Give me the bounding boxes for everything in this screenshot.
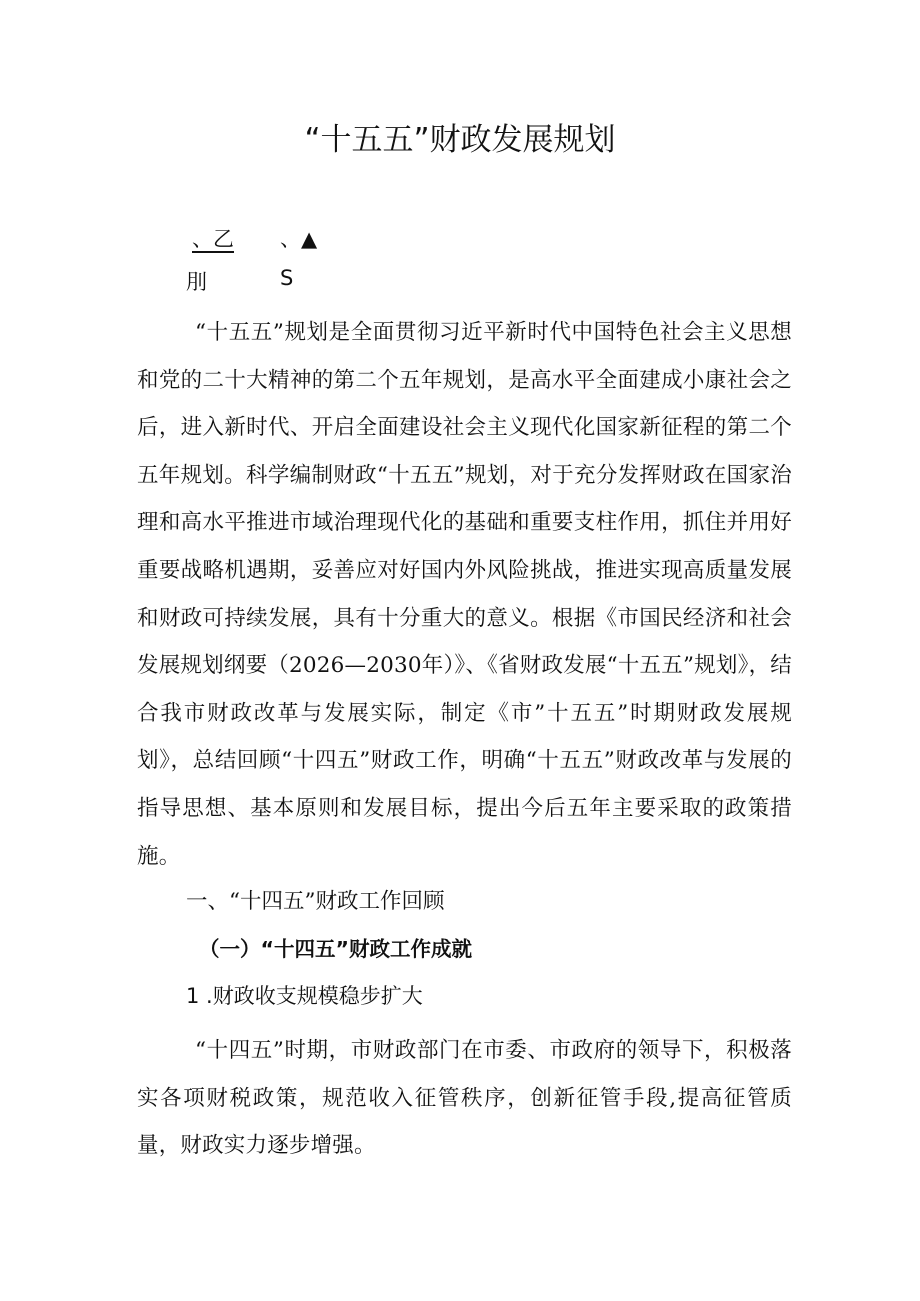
- subsection-heading: （一）“十四五”财政工作成就: [199, 937, 472, 961]
- garbled-text-1: 、乙: [192, 227, 234, 251]
- item-section: [137, 1027, 792, 1170]
- garbled-text-2: 、▲: [280, 227, 318, 251]
- section-heading: 一、“十四五”财政工作回顾: [186, 889, 445, 914]
- document-title: “十五五”财政发展规划: [304, 122, 616, 158]
- item-paragraph: “十四五”时期，市财政部门在市委、市政府的领导下，积极落实各项财税政策，规范收入征管秩序，创新征管手段,提高征管质量，财政实力逐步增强。: [137, 1038, 792, 1159]
- item-heading: 1 .财政收支规模稳步扩大: [186, 984, 423, 1008]
- intro-paragraph: “十五五”规划是全面贯彻习近平新时代中国特色社会主义思想和党的二十大精神的第二个五年规划，是高水平全面建成小康社会之后，进入新时代、开启全面建设社会主义现代化国家新征程的第二个五年规划。科学编制财政“十五五”规划，对于充分发挥财政在国家治理和高水平推进市域治理现代化的基础和重要支柱作用，抓住并用好重要战略机遇期，妥善应对好国内外风险挑战，推进实现高质量发展和财政可持续发展，具有十分重大的意义。根据《市国民经济和社会发展规划纲要（2026—2030年）》、《省财政发展“十五五”规划》，结合我市财政改革与发展实际，制定《市”十五五”时期财政发展规划》，总结回顾“十四五”财政工作，明确“十五五”财政改革与发展的指导思想、基本原则和发展目标，提出今后五年主要采取的政策措施。: [137, 320, 792, 869]
- garbled-text-4: S: [280, 266, 294, 290]
- intro-section: [137, 309, 792, 880]
- garbled-text-3: 刖: [186, 270, 207, 294]
